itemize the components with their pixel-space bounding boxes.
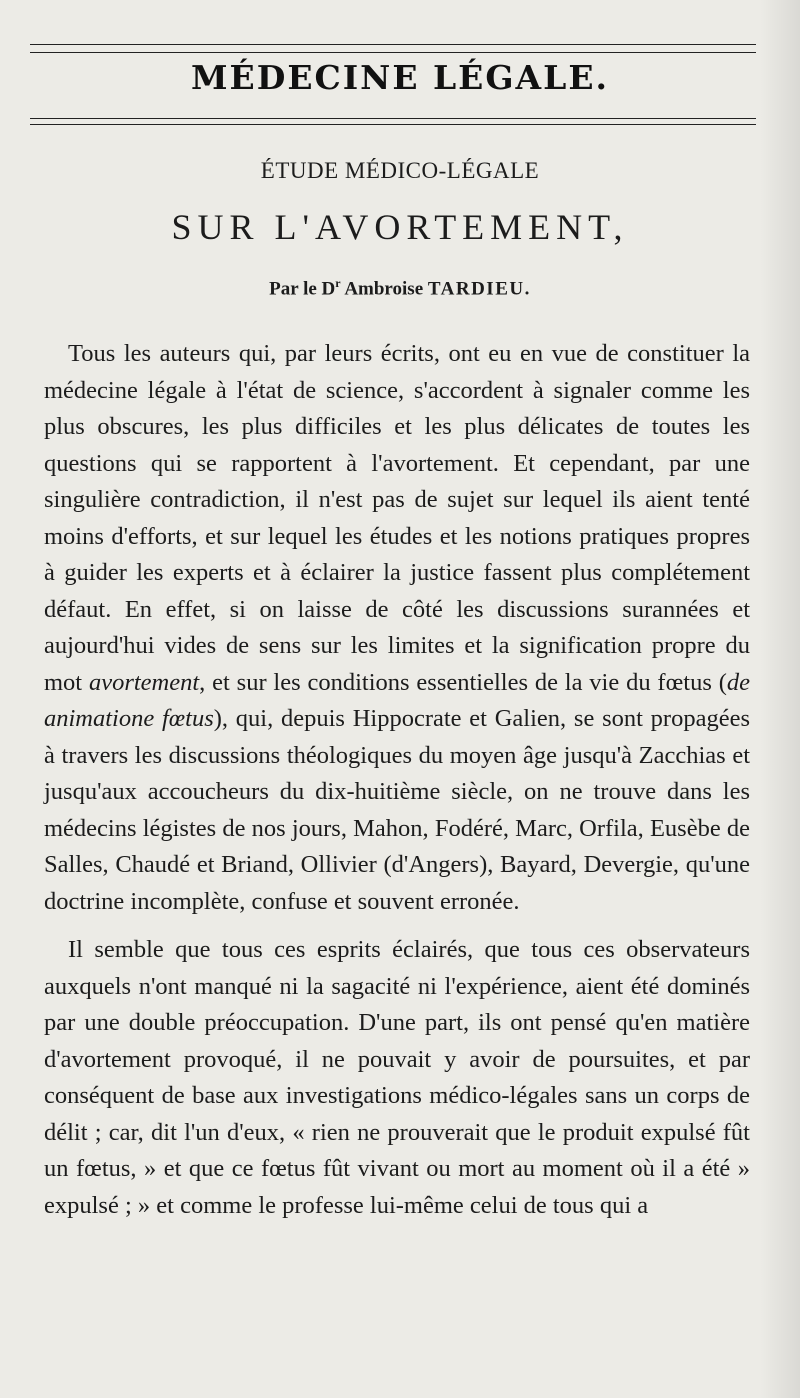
header-rule-bottom bbox=[30, 124, 756, 125]
byline-given-name: Ambroise bbox=[344, 278, 424, 300]
section-title: MÉDECINE LÉGALE. bbox=[191, 58, 609, 97]
article-byline bbox=[0, 276, 800, 300]
header-rule-top bbox=[30, 44, 756, 45]
paragraph-1 bbox=[44, 336, 750, 920]
paragraph-1-italic-1: avortement bbox=[88, 668, 200, 696]
article-body bbox=[44, 336, 750, 1224]
byline-prefix: Par le D bbox=[269, 278, 336, 300]
header-rule-top-inner bbox=[30, 52, 756, 53]
paragraph-1-text-c: ), qui, depuis Hippocrate et Galien, se sont propagées à travers les discussions théologiques du moyen âge jusqu'à Zacchias et jusqu'aux accoucheurs du dix-huitième siècle, on ne trouve dans les médecins légistes de nos jours, Mahon, Fodéré, Marc, Orfila, Eusèbe de Salles, Chaudé et Briand, Ollivier (d'Angers), Bayard, Devergie, qu'une doctrine incomplète, confuse et souvent erronée. bbox=[44, 705, 751, 915]
article-subtitle: ÉTUDE MÉDICO-LÉGALE bbox=[260, 158, 540, 183]
byline-surname: TARDIEU. bbox=[427, 278, 531, 300]
paragraph-2-text: Il semble que tous ces esprits éclairés, que tous ces observateurs auxquels n'ont manqué ni la sagacité ni l'expérience, aient été dominés par une double préoccupation. D'une part, ils ont pensé qu'en matière d'avortement provoqué, il ne pouvait y avoir de poursuites, et par conséquent de base aux investigations médico-légales sans un corps de délit ; car, dit l'un d'eux, « rien ne prouverait que le produit expulsé fût un fœtus, » et que ce fœtus fût vivant ou mort au moment où il a été » expulsé ; » et comme le professe lui-même celui de tous qui a bbox=[44, 936, 750, 1219]
paragraph-2 bbox=[44, 932, 750, 1224]
byline-sup: r bbox=[335, 276, 341, 290]
article-title: SUR L'AVORTEMENT, bbox=[171, 207, 629, 247]
paragraph-1-text-b: , et sur les conditions essentielles de la vie du fœtus ( bbox=[199, 668, 727, 696]
header-rule-bottom-inner bbox=[30, 118, 756, 119]
paragraph-1-text-a: Tous les auteurs qui, par leurs écrits, ont eu en vue de constituer la médecine légale à l'état de science, s'accordent à signaler comme les plus obscures, les plus difficiles et les plus délicates de toutes les questions qui se rapportent à l'avortement. Et cependant, par une singulière contradiction, il n'est pas de sujet sur lequel ils aient tenté moins d'efforts, et sur lequel les études et les notions pratiques propres à guider les experts et à éclairer la justice fassent plus complétement défaut. En effet, si on laisse de côté les discussions surannées et aujourd'hui vides de sens sur les limites et la signification propre du mot bbox=[44, 340, 750, 696]
paragraph-1-italic-2: de animatione fœtus bbox=[44, 668, 750, 732]
